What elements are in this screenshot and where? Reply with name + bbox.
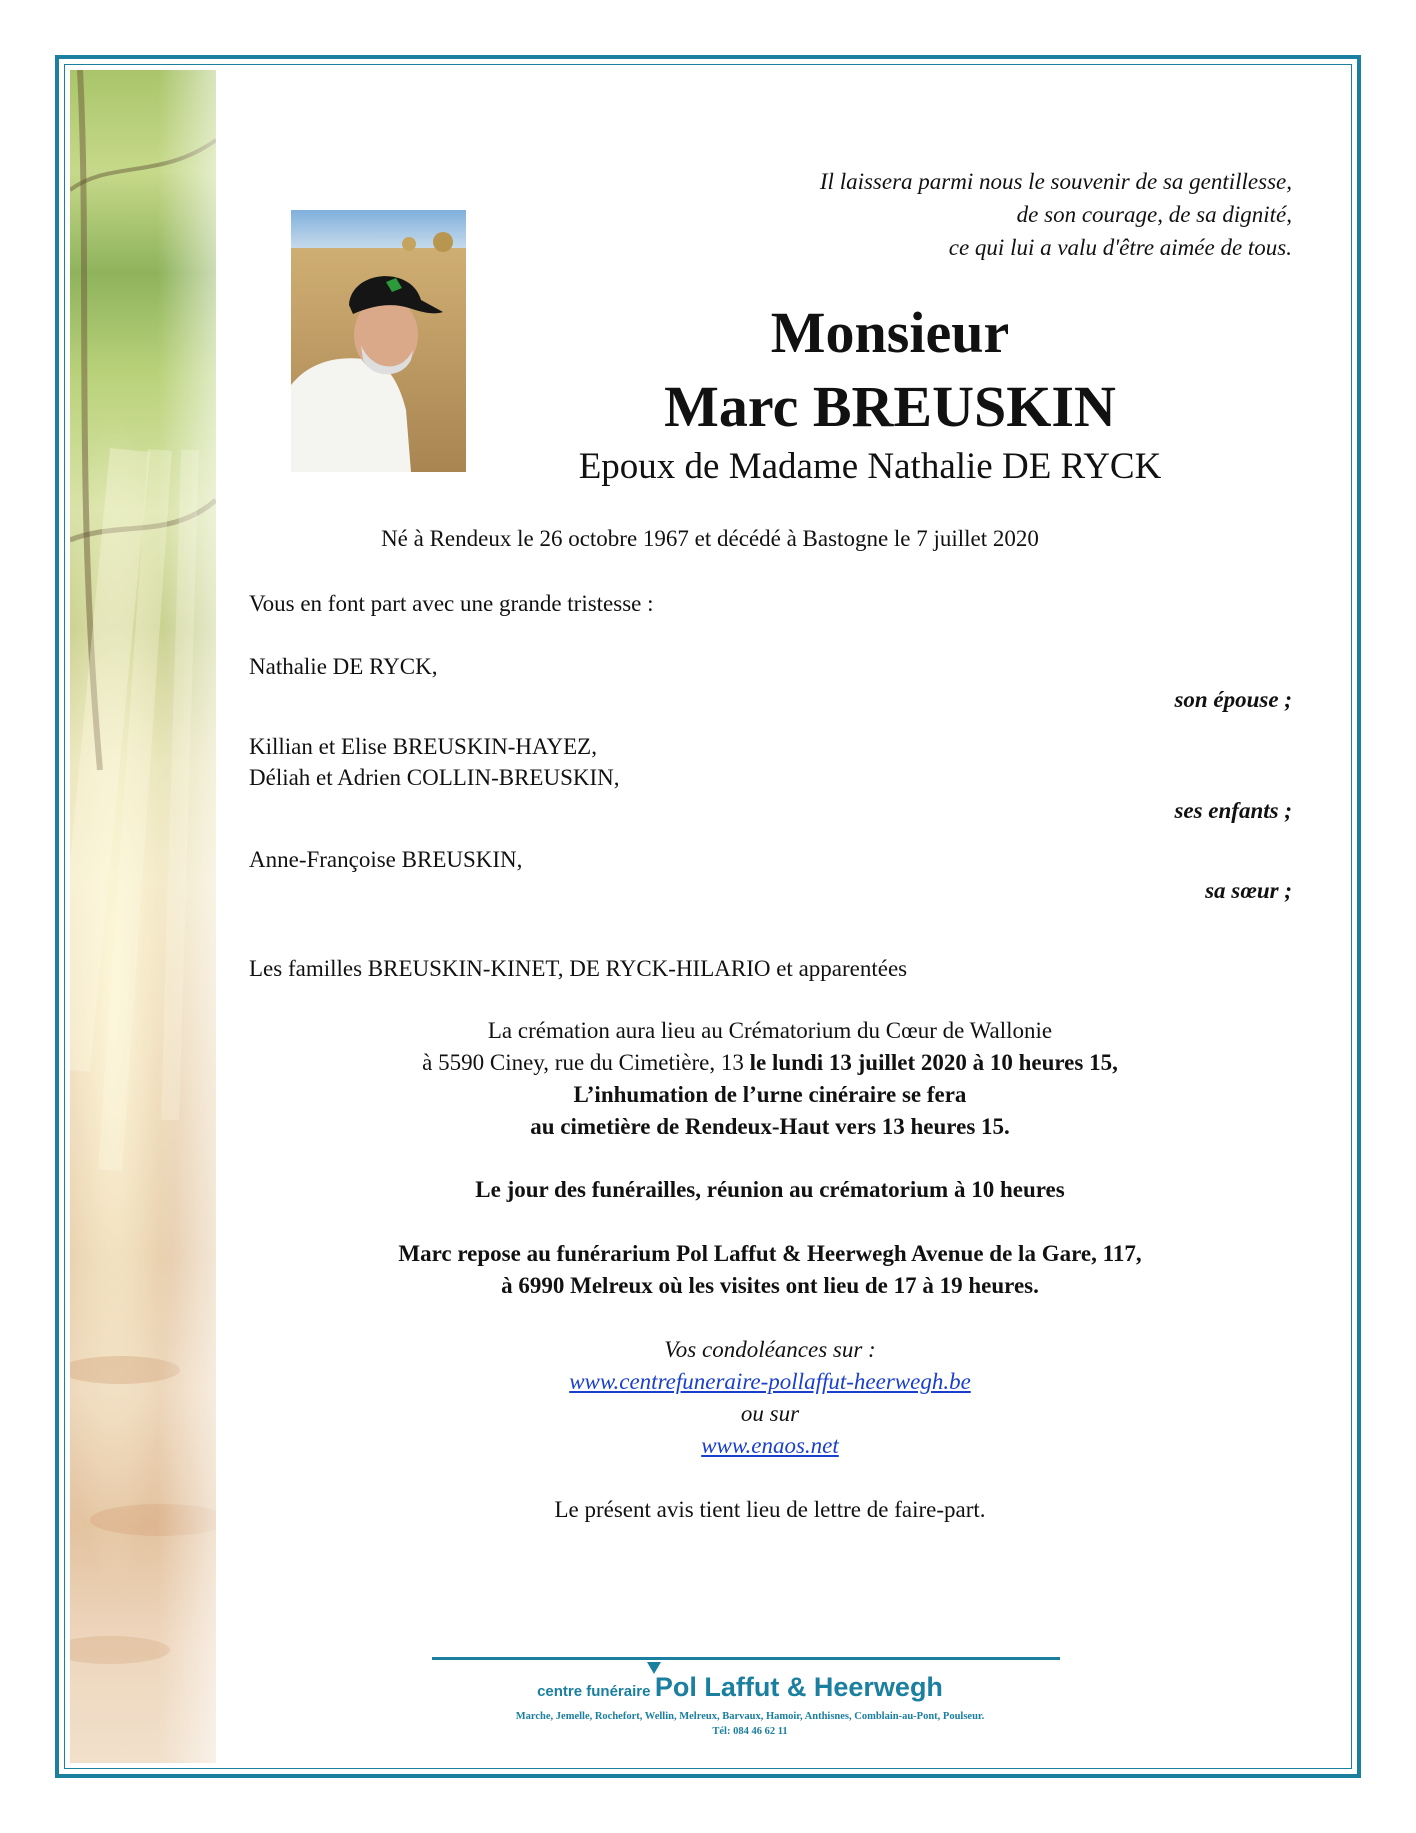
spouse-role: son épouse ;: [1174, 687, 1292, 712]
portrait-photo: [291, 210, 466, 472]
condolences-label: Vos condoléances sur :: [664, 1337, 876, 1362]
ceremony-line-3: L’inhumation de l’urne cinéraire se fera: [573, 1082, 967, 1107]
condolences-link-enaos[interactable]: www.enaos.net: [701, 1433, 839, 1458]
brand-name: Pol Laffut & Heerwegh: [654, 1672, 943, 1702]
funeral-home-phone: Tél: 084 46 62 11: [712, 1726, 788, 1737]
birth-death-line: Né à Rendeux le 26 octobre 1967 et décédé à Bastogne le 7 juillet 2020: [381, 526, 1039, 551]
quote-line-2: de son courage, de sa dignité,: [1016, 202, 1292, 227]
condolences-link-primary[interactable]: www.centrefuneraire-pollaffut-heerwegh.be: [569, 1369, 971, 1394]
footer-divider: [432, 1657, 1060, 1660]
repose-block: [250, 1238, 1290, 1302]
sister-name: Anne-Françoise BREUSKIN,: [249, 847, 523, 872]
funeral-home-brand: [440, 1672, 1040, 1703]
child-line-1: Killian et Elise BREUSKIN-HAYEZ,: [249, 734, 597, 759]
memorial-quote: [600, 165, 1292, 264]
ceremony-address: à 5590 Ciney, rue du Cimetière, 13: [422, 1050, 750, 1075]
ceremony-block: [250, 1015, 1290, 1143]
ceremony-line-1: La crémation aura lieu au Crématorium du Cœur de Wallonie: [487, 1018, 1053, 1043]
funeral-home-locations: Marche, Jemelle, Rochefort, Wellin, Melreux, Barvaux, Hamoir, Anthisnes, Comblain-au-Pont, Poulseur.: [515, 1711, 985, 1722]
repose-line-2: à 6990 Melreux où les visites ont lieu de 17 à 19 heures.: [501, 1273, 1039, 1298]
brand-prefix: centre funéraire: [537, 1683, 651, 1700]
ceremony-datetime: le lundi 13 juillet 2020 à 10 heures 15,: [749, 1050, 1118, 1075]
condolences-or: ou sur: [740, 1401, 800, 1426]
families-line: Les familles BREUSKIN-KINET, DE RYCK-HILARIO et apparentées: [249, 956, 908, 981]
ceremony-line-2: [250, 1047, 1290, 1079]
repose-line-1: Marc repose au funérarium Pol Laffut & Heerwegh Avenue de la Gare, 117,: [398, 1241, 1142, 1266]
closing-line: Le présent avis tient lieu de lettre de faire-part.: [554, 1497, 986, 1522]
announcement-intro: Vous en font part avec une grande tristesse :: [249, 591, 654, 616]
spouse-name: Nathalie DE RYCK,: [249, 654, 438, 679]
spouse-line: Epoux de Madame Nathalie DE RYCK: [578, 446, 1162, 487]
side-image-fade: [70, 70, 216, 1763]
honorific-title: Monsieur: [770, 300, 1010, 365]
deceased-name: Marc BREUSKIN: [664, 374, 1116, 439]
child-line-2: Déliah et Adrien COLLIN-BREUSKIN,: [249, 765, 620, 790]
ceremony-line-4: au cimetière de Rendeux-Haut vers 13 heures 15.: [530, 1114, 1010, 1139]
sister-role: sa sœur ;: [1205, 878, 1292, 903]
meeting-line: Le jour des funérailles, réunion au crématorium à 10 heures: [475, 1177, 1065, 1202]
condolences-block: [250, 1334, 1290, 1462]
children-role: ses enfants ;: [1174, 798, 1292, 823]
quote-line-3: ce qui lui a valu d'être aimée de tous.: [948, 235, 1292, 260]
quote-line-1: Il laissera parmi nous le souvenir de sa gentillesse,: [819, 169, 1292, 194]
